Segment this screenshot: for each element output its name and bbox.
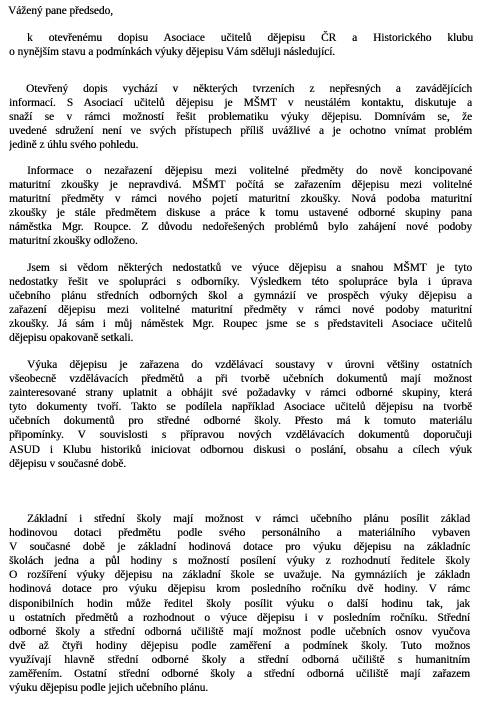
paragraph-5 (0, 358, 480, 471)
paragraph-3 (0, 164, 480, 249)
text-line: zařazení dějepisu mezi volitelné maturitní předměty v rámci nové podoby maturitní (9, 304, 472, 317)
text-line: V současné době je základní hodinová dotace pro výuku dějepisu na základníc (9, 541, 470, 554)
text-line: Základní i střední školy mají možnost v rámci učebního plánu posílit základ (27, 513, 470, 525)
text-line: zkoušky je stále předmětem diskuse a práce k tomu ustavené odborné skupiny pana (9, 207, 472, 220)
text-line: školách jedna a půl hodiny s možností posílení výuky z rozhodnutí ředitele školy (9, 555, 470, 568)
text-line: využívají hlavně střední odborné školy a střední odborná učiliště s humanitním (9, 653, 470, 666)
text-line: maturitní zkoušky je nepravdivá. MŠMT počítá se zařazením dějepisu mezi volitelné (9, 179, 472, 192)
paragraph-6 (0, 512, 480, 695)
text-line: všeobecně vzdělávacích předmětů a při tvorbě učebních dokumentů mají možnost (9, 373, 472, 386)
text-line: Otevřený dopis vychází v některých tvrzeních z nepřesných a zavádějících (26, 83, 472, 95)
text-line: hodinová dotace pro výuku dějepisu krom posledního ročníku dvě hodiny. V rámc (9, 583, 470, 596)
text-line: dějepisu v současné době. (9, 457, 127, 470)
text-line: zainteresované strany uplatnit a obhájit své požadavky v rámci odborné skupiny, která (9, 387, 472, 400)
text-line: připomínky. V souvislosti s přípravou nových vzdělávacích dokumentů doporučuji (9, 429, 472, 442)
text-line: jedině z úhlu svého pohledu. (9, 139, 139, 152)
text-line: o nynějším stavu a podmínkách výuky dějepisu Vám sděluji následující. (9, 46, 335, 59)
text-line: hodinovou dotaci předmětu podle svého personálního a materiálního vybaven (9, 527, 470, 540)
text-line: učebních dokumentů pro středné odborné školy. Přesto má k tomuto materiálu (9, 415, 472, 428)
text-line: odborné školy a střední odborná učiliště mají možnost podle učebních osnov vyučova (9, 625, 470, 638)
text-line: maturitní předměty v rámci nového pojetí maturitní zkoušky. Nová podoba maturitní (9, 193, 472, 206)
text-line: dvě až čtyři hodiny dějepisu podle zaměření a podmínek školy. Tuto možnos (9, 639, 470, 652)
text-line: Výuka dějepisu je zařazena do vzdělávací soustavy v úrovni většiny ostatních (27, 359, 472, 371)
text-line: disponibilních hodin může ředitel školy posílit výuku o další hodinu tak, jak (9, 597, 470, 610)
text-line: náměstka Mgr. Roupce. Z důvodu nedořešených problémů bylo zahájení nové podoby (9, 221, 472, 234)
text-line: Informace o nezařazení dějepisu mezi volitelné předměty do nově koncipované (27, 165, 472, 177)
text-line: uvedené sdružení není ve svých přístupech příliš uvážlivé a je ochotno vnímat problém (9, 125, 472, 138)
text-line: dějepisu opakovaně setkali. (9, 332, 134, 345)
text-line: k otevřenému dopisu Asociace učitelů dějepisu ČR a Historického klubu (27, 32, 473, 44)
paragraph-4 (0, 261, 480, 346)
text-line: zaměřením. Ostatní střední odborné školy a střední odborná učiliště mají zařazem (9, 668, 470, 681)
text-line: ASUD i Klubu historiků iniciovat odbornou diskusi o poslání, obsahu a cílech výuk (9, 443, 472, 456)
text-line: Jsem si vědom některých nedostatků ve výuce dějepisu a snahou MŠMT je tyto (27, 262, 472, 274)
text-line: nedostatky řešit ve spolupráci s odborníky. Výsledkem této spolupráce byla i úprava (9, 276, 472, 289)
text-line: maturitní zkoušky odloženo. (9, 235, 138, 248)
text-line: výuku dějepisu podle jejich učebního plánu. (9, 682, 209, 695)
text-line: tyto dokumenty tvoří. Takto se podílela například Asociace učitelů dějepisu na tvorbě (9, 401, 472, 414)
paragraph-1 (0, 31, 480, 59)
paragraph-2 (0, 82, 480, 152)
text-line: O rozšíření výuky dějepisu na základní škole se uvažuje. Na gymnáziích je základn (9, 569, 470, 582)
salutation: Vážený pane předsedo, (8, 5, 113, 17)
text-line: snaží se v rámci možností řešit problematiku výuky dějepisu. Domnívám se, že (9, 111, 472, 124)
text-line: u ostatních předmětů a rozhodnout o výuce dějepisu i v posledním ročníku. Střední (9, 611, 470, 624)
text-line: informací. S Asociací učitelů dějepisu je MŠMT v neustálém kontaktu, diskutuje a (9, 97, 472, 110)
text-line: učebního plánu středních odborných škol a gymnázií ve prospěch výuky dějepisu a (9, 290, 472, 303)
text-line: zkoušky. Já sám i můj náměstek Mgr. Roupec jsme se s představiteli Asociace učitelů (9, 318, 472, 331)
